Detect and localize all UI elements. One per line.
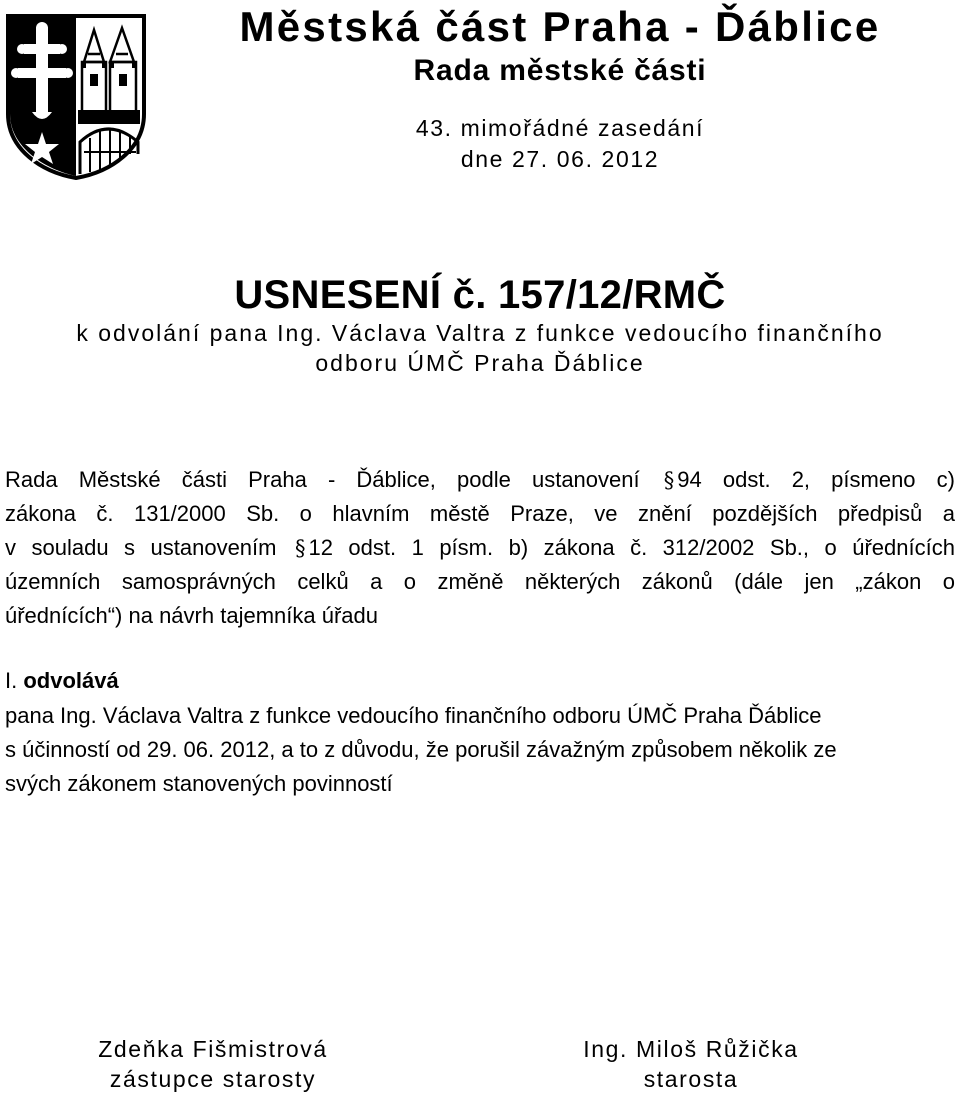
coat-of-arms-icon	[6, 14, 146, 180]
resolution-subject-line: k odvolání pana Ing. Václava Valtra z funkce vedoucího finančního	[76, 320, 884, 346]
decision-numeral: I.	[5, 668, 18, 693]
decision-line: svých zákonem stanovených povinností	[5, 771, 393, 796]
preamble-line	[5, 531, 955, 565]
signatory-role: starosta	[643, 1066, 739, 1092]
preamble-line: úřednících“) na návrh tajemníka úřadu	[5, 603, 378, 628]
municipality-name: Městská část Praha - Ďáblice	[239, 3, 881, 50]
decision-verb: odvolává	[23, 668, 119, 693]
preamble-text: Rada Městské části Praha - Ďáblice, podle ustanovení	[5, 467, 640, 492]
preamble-line	[5, 463, 955, 497]
preamble-text: 12 odst. 1 písm. b) zákona č. 312/2002 Sb., o úřednících	[308, 535, 955, 560]
resolution-title: USNESENÍ č. 157/12/RMČ	[234, 273, 726, 317]
section-symbol: §	[663, 468, 675, 492]
preamble-text: 94 odst. 2, písmeno c)	[677, 467, 955, 492]
section-symbol: §	[294, 536, 306, 560]
signatory-name: Ing. Miloš Růžička	[583, 1036, 799, 1062]
preamble-line: zákona č. 131/2000 Sb. o hlavním městě Praze, ve znění pozdějších předpisů a	[5, 501, 955, 526]
council-name: Rada městské části	[413, 54, 707, 87]
preamble-text: v souladu s ustanovením	[5, 535, 277, 560]
decision-heading	[5, 664, 955, 698]
meeting-date: dne 27. 06. 2012	[460, 146, 660, 172]
preamble-line: územních samosprávných celků a o změně některých zákonů (dále jen „zákon o	[5, 569, 955, 594]
signatory-name: Zdeňka Fišmistrová	[98, 1036, 328, 1062]
signatory-role: zástupce starosty	[109, 1066, 317, 1092]
resolution-subject-line: odboru ÚMČ Praha Ďáblice	[315, 350, 645, 376]
decision-line: s účinností od 29. 06. 2012, a to z důvodu, že porušil závažným způsobem několik ze	[5, 737, 837, 762]
decision-line: pana Ing. Václava Valtra z funkce vedoucího finančního odboru ÚMČ Praha Ďáblice	[5, 703, 822, 728]
meeting-title: 43. mimořádné zasedání	[415, 115, 705, 141]
